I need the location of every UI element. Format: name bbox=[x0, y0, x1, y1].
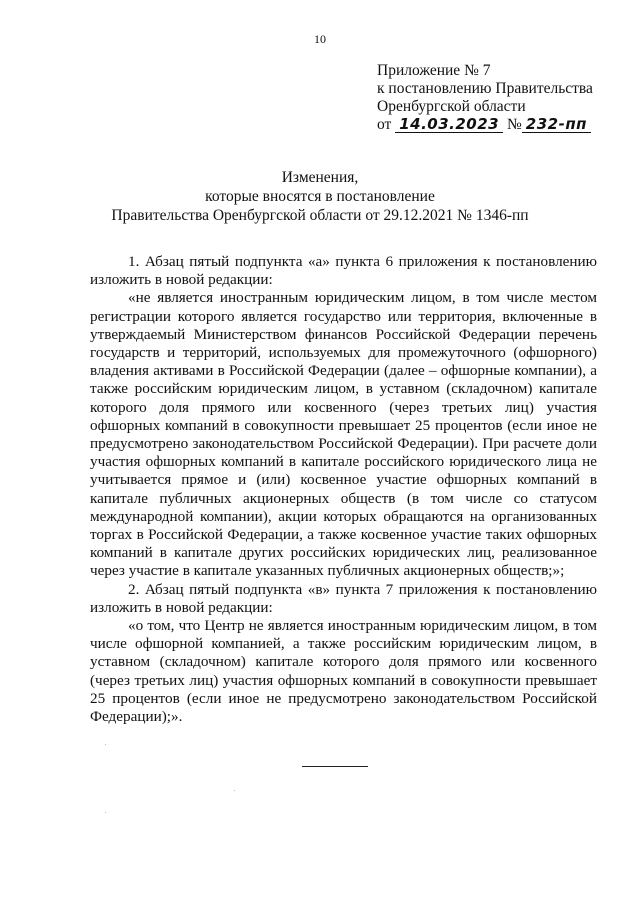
heading-line-2: которые вносятся в постановление bbox=[205, 188, 435, 205]
appendix-region: Оренбургской области bbox=[377, 98, 526, 115]
heading-line-3: Правительства Оренбургской области от 29.12.2021 № 1346-пп bbox=[111, 207, 529, 224]
heading-line-1: Изменения, bbox=[281, 169, 359, 186]
paragraph-item-2: 2. Абзац пятый подпункта «в» пункта 7 приложения к постановлению изложить в новой редакции: bbox=[90, 580, 597, 616]
scan-speck bbox=[105, 812, 106, 813]
appendix-resolution-ref: к постановлению Правительства bbox=[377, 80, 593, 97]
appendix-block bbox=[377, 62, 627, 134]
scan-speck bbox=[234, 790, 235, 791]
appendix-date-row bbox=[377, 116, 627, 134]
handwritten-number: 232-пп bbox=[522, 117, 591, 133]
scan-speck bbox=[105, 744, 106, 745]
number-prefix: № bbox=[506, 116, 522, 133]
paragraph-item-1: 1. Абзац пятый подпункта «а» пункта 6 приложения к постановлению изложить в новой редакции: bbox=[90, 253, 597, 289]
appendix-title: Приложение № 7 bbox=[377, 62, 491, 79]
paragraph-quote-1: «не является иностранным юридическим лицом, в том числе местом регистрации которого является государство или территория, включенные в утверждаемый Министерством финансов Российской Федерации перечень государств и территорий, используемых для промежуточного (офшорного) владения активами в Российской Федерации (далее – офшорные компании), а также российским юридическим лицом, в уставном (складочном) капитале которого доля прямого или косвенного (через третьих лиц) участия офшорных компаний в совокупности превышает 25 процентов (если иное не предусмотрено законодательством Российской Федерации). При расчете доли участия офшорных компаний в капитале российского юридического лица не учитывается прямое и (или) косвенное участие офшорных компаний в капитале публичных акционерных обществ (в том числе со статусом международной компании), акции которых обращаются на организованных торгах в Российской Федерации, а также косвенное участие таких офшорных компаний в капитале других российских юридических лиц, реализованное через участие в капитале указанных публичных акционерных обществ;»; bbox=[90, 289, 597, 580]
date-prefix: от bbox=[377, 116, 392, 133]
paragraph-quote-2: «о том, что Центр не является иностранным юридическим лицом, в том числе офшорной компанией, а также российским юридическим лицом, в уставном (складочном) капитале которого доля прямого или косвенного (через третьих лиц) участия офшорных компаний в совокупности превышает 25 процентов (если иное не предусмотрено законодательством Российской Федерации);». bbox=[90, 617, 597, 726]
page-number: 10 bbox=[314, 32, 326, 46]
document-body bbox=[90, 253, 597, 726]
document-heading bbox=[60, 168, 580, 225]
closing-separator-line bbox=[302, 766, 368, 767]
handwritten-date: 14.03.2023 bbox=[395, 117, 503, 133]
